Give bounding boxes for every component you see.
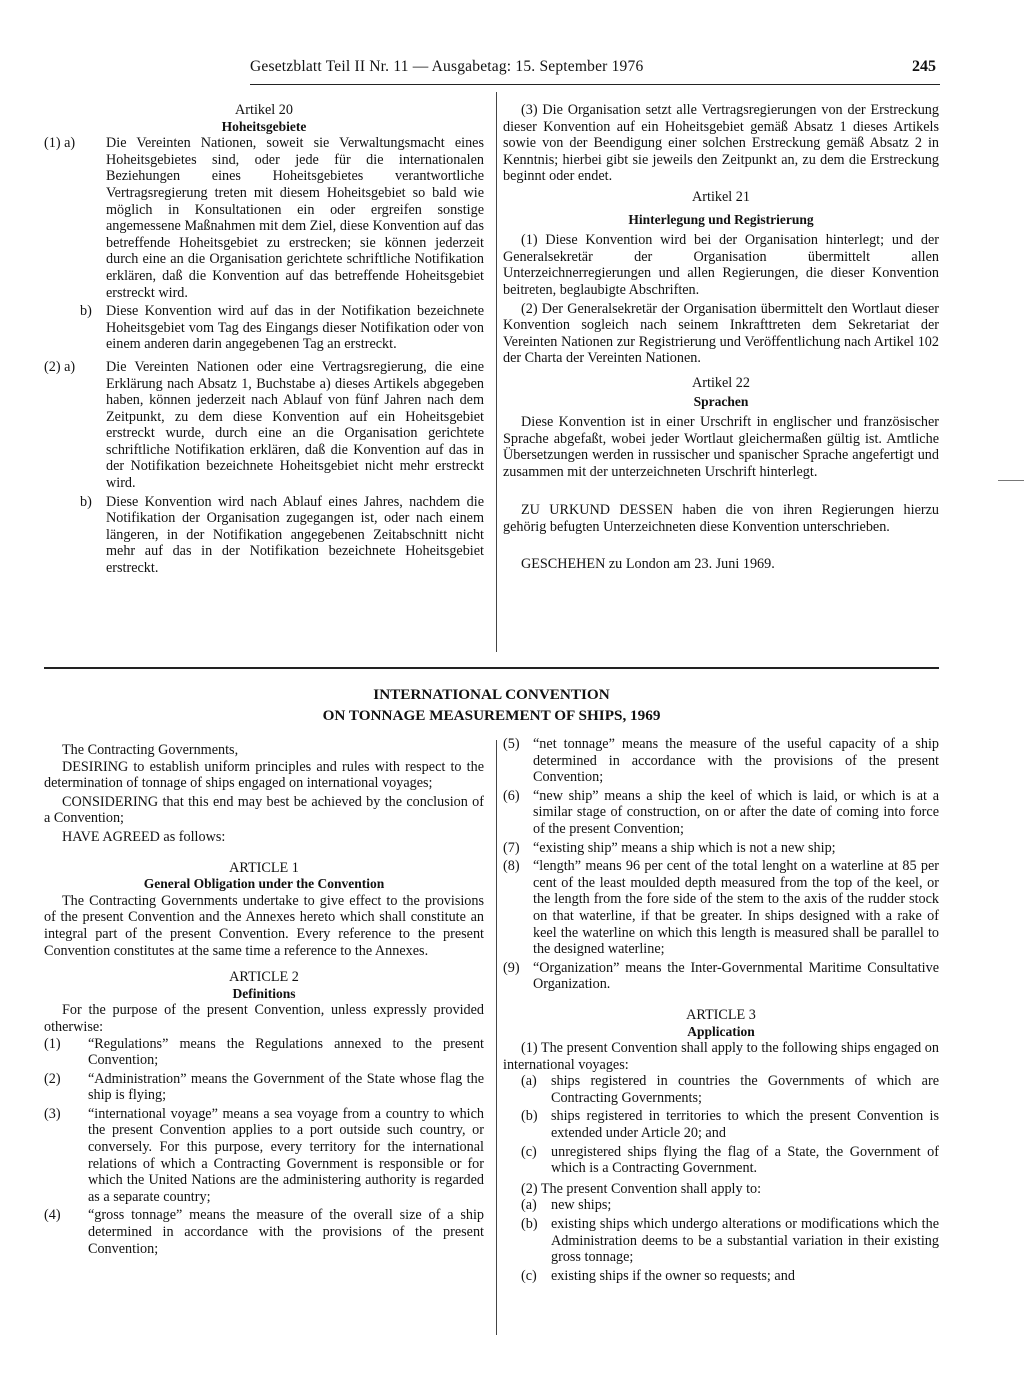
paragraph: The Contracting Governments undertake to give effect to the provisions of the present Convention and the Annexes hereto which shall constitute an integral part of the present Convention. Every reference to the present Convention constitutes at the same time a reference to the Annexes. xyxy=(44,892,484,959)
item-number: (1) xyxy=(44,1035,61,1052)
item-text: “new ship” means a ship the keel of which is laid, or which is at a similar stage of construction, on or after the date of coming into force of the present Convention; xyxy=(533,787,939,837)
running-header xyxy=(250,58,940,82)
item-text: new ships; xyxy=(551,1197,612,1214)
list-item xyxy=(44,494,484,577)
title-line: ON TONNAGE MEASUREMENT OF SHIPS, 1969 xyxy=(322,707,661,724)
item-text: “Organization” means the Inter-Governmental Maritime Consultative Organization. xyxy=(533,959,939,993)
header-rule xyxy=(250,84,940,85)
list-item xyxy=(503,960,939,993)
article-title: Hinterlegung und Registrierung xyxy=(628,211,814,227)
article-heading: ARTICLE 3 xyxy=(686,1006,756,1023)
article-title: Sprachen xyxy=(693,393,749,409)
section-divider xyxy=(44,667,939,669)
item-text: existing ships which undergo alterations or modifications which the Administration deems to be a substantial variation in their existing gross tonnage; xyxy=(551,1216,939,1266)
article-heading: ARTICLE 2 xyxy=(229,969,299,986)
list-item xyxy=(503,858,939,958)
paragraph: ZU URKUND DESSEN haben die von ihren Regierungen hierzu gehörig befugten Unterzeichneten diese Konvention unterschrieben. xyxy=(503,502,939,536)
title-line: INTERNATIONAL CONVENTION xyxy=(373,686,610,703)
list-item xyxy=(503,840,939,857)
list-item xyxy=(503,1216,939,1266)
item-number: (6) xyxy=(503,787,520,804)
item-text: unregistered ships flying the flag of a State, the Government of which is a Contracting Government. xyxy=(551,1143,939,1177)
header-text: Gesetzblatt Teil II Nr. 11 — Ausgabetag: 15. September 1976 xyxy=(250,58,644,75)
column-divider xyxy=(496,740,497,1335)
item-text: “international voyage” means a sea voyage from a country to which the present Convention applies to a port outside such country, or conversely. For this purpose, every territory for the international relations of which a Contracting Government is responsible or for which the United Nations are the administering authority is regarded as a separate country; xyxy=(88,1105,484,1205)
convention-title xyxy=(44,684,939,726)
paragraph: (3) Die Organisation setzt alle Vertragsregierungen von der Erstreckung dieser Konvention auf ein Hoheitsgebiet gemäß Absatz 1 dieses Artikels sowie von der Beendigung einer solchen Erstreckung gemäß Absatz 2 in Kenntnis; hierbei gibt sie jeweils den Zeitpunkt an, zu dem die Erstreckung beginnt oder endet. xyxy=(503,102,939,185)
article-heading: ARTICLE 1 xyxy=(229,859,299,876)
scan-mark xyxy=(998,480,1024,481)
list-item xyxy=(503,1268,939,1285)
item-text: Diese Konvention wird nach Ablauf eines Jahres, nachdem die Notifikation der Organisation zugegangen ist, oder nach einem längeren, in der Notifikation angegebenen Zeitabschnitt nicht mehr auf das in der Notifikation bezeichnete Hoheitsgebiet erstreckt. xyxy=(106,493,484,577)
list-item xyxy=(503,736,939,786)
column-divider xyxy=(496,92,497,652)
list-item xyxy=(44,1071,484,1104)
item-number: (5) xyxy=(503,736,520,752)
article-title: Application xyxy=(687,1023,755,1039)
item-number: (2) xyxy=(44,1070,61,1087)
item-text: “length” means 96 per cent of the total lenght on a waterline at 85 per cent of the least moulded depth measured from the top of the keel, or the length from the fore side of the stem to the axis of the rudder stock on that waterline, if that be greater. In ships designed with a rake of keel the waterline on which this length is measured shall be parallel to the designed waterline; xyxy=(533,858,939,958)
paragraph: CONSIDERING that this end may best be achieved by the conclusion of a Convention; xyxy=(44,793,484,827)
paragraph: (2) Der Generalsekretär der Organisation übermittelt den Wortlaut dieser Konvention sogleich nach seinem Inkrafttreten dem Sekretariat der Vereinten Nationen zur Registrierung und Veröffentlichung nach Artikel 102 der Charta der Vereinten Nationen. xyxy=(503,300,939,367)
item-number: (b) xyxy=(521,1216,538,1233)
paragraph: HAVE AGREED as follows: xyxy=(62,828,226,845)
paragraph: (2) The present Convention shall apply to: xyxy=(521,1180,762,1197)
item-number: (7) xyxy=(503,839,520,856)
item-text: Die Vereinten Nationen oder eine Vertragsregierung, die eine Erklärung nach Absatz 1, Buchstabe a) dieses Artikels abgegeben haben, können jederzeit nach Ablauf von fünf Jahren nach dem Zeitpunkt, zu dem diese Konvention auf ein Hoheitsgebiet erstreckt wurde, durch eine an die Organisation gerichtete schriftliche Notifikation erklären, daß die Konvention auf das in der Notifikation bezeichnete Hoheitsgebiet nicht mehr erstreckt wird. xyxy=(106,358,484,492)
list-item xyxy=(44,135,484,301)
paragraph: For the purpose of the present Convention, unless expressly provided otherwise: xyxy=(44,1002,484,1035)
list-item xyxy=(503,1197,939,1214)
paragraph: (1) Diese Konvention wird bei der Organisation hinterlegt; und der Generalsekretär der Organisation übermittelt allen Unterzeichnerregierungen und allen Regierungen, die dieser Konvention beitreten, beglaubigte Abschriften. xyxy=(503,232,939,298)
item-text: Diese Konvention wird auf das in der Notifikation bezeichnete Hoheitsgebiet vom Tag des Eingangs dieser Notifikation oder von einem anderen darin angegebenen Tag an erstreckt. xyxy=(106,303,484,353)
article-heading: Artikel 22 xyxy=(692,374,750,391)
english-right-column xyxy=(503,736,939,1286)
item-number: (b) xyxy=(521,1108,538,1125)
item-number: b) xyxy=(80,493,92,510)
item-text: “Regulations” means the Regulations annexed to the present Convention; xyxy=(88,1035,484,1069)
list-item xyxy=(503,1073,939,1106)
item-text: existing ships if the owner so requests; and xyxy=(551,1267,795,1284)
list-item xyxy=(503,788,939,838)
list-item xyxy=(44,303,484,353)
item-text: “gross tonnage” means the measure of the overall size of a ship determined in accordance with the provisions of the present Convention; xyxy=(88,1207,484,1257)
item-number: (c) xyxy=(521,1143,537,1160)
article-title: Hoheitsgebiete xyxy=(221,118,307,134)
item-number: (3) xyxy=(44,1105,61,1122)
paragraph: GESCHEHEN zu London am 23. Juni 1969. xyxy=(521,555,775,572)
list-item xyxy=(44,1106,484,1206)
item-number: (8) xyxy=(503,858,520,875)
article-heading: Artikel 21 xyxy=(692,188,750,205)
paragraph: (1) The present Convention shall apply to the following ships engaged on international voyages: xyxy=(503,1040,939,1073)
item-number: (4) xyxy=(44,1207,61,1224)
page-number: 245 xyxy=(912,58,936,75)
list-item xyxy=(44,1207,484,1257)
list-item xyxy=(44,1036,484,1069)
german-right-column xyxy=(503,102,939,572)
item-text: “net tonnage” means the measure of the useful capacity of a ship determined in accordance with the provisions of the present Convention; xyxy=(533,736,939,786)
item-text: ships registered in territories to which the present Convention is extended under Article 20; and xyxy=(551,1108,939,1142)
english-left-column xyxy=(44,742,484,1259)
article-title: Definitions xyxy=(232,985,296,1001)
list-item xyxy=(44,359,484,492)
paragraph: DESIRING to establish uniform principles and rules with respect to the determination of tonnage of ships engaged on international voyages; xyxy=(44,758,484,792)
item-text: ships registered in countries the Governments of which are Contracting Governments; xyxy=(551,1073,939,1106)
item-text: “existing ship” means a ship which is not a new ship; xyxy=(533,839,836,856)
item-number: (2) a) xyxy=(44,358,76,375)
item-number: (a) xyxy=(521,1197,537,1214)
item-number: (1) a) xyxy=(44,135,76,152)
item-number: (9) xyxy=(503,959,520,976)
item-text: Die Vereinten Nationen, soweit sie Verwaltungsmacht eines Hoheitsgebietes sind, oder jede für die internationalen Beziehungen eines Hoheitsgebietes verantwortliche Vertragsregierung treten mit diesem Hoheitsgebiet so bald wie möglich in Konsultationen ein oder ergreifen sonstige angemessene Maßnahmen mit dem Ziel, diese Konvention auf das betreffende Hoheitsgebiet zu erstrecken; sie können jederzeit durch eine an die Organisation gerichtete schriftliche Notifikation erklären, daß die Konvention auf das betreffende Hoheitsgebiet erstreckt wird. xyxy=(106,135,484,301)
item-number: (c) xyxy=(521,1267,537,1284)
paragraph: The Contracting Governments, xyxy=(62,742,239,758)
item-number: b) xyxy=(80,303,92,320)
article-heading: Artikel 20 xyxy=(235,102,293,118)
article-title: General Obligation under the Convention xyxy=(143,876,385,892)
item-text: “Administration” means the Government of the State whose flag the ship is flying; xyxy=(88,1070,484,1104)
list-item xyxy=(503,1108,939,1141)
paragraph: Diese Konvention ist in einer Urschrift in englischer und französischer Sprache abgefaßt, wobei jeder Wortlaut gleichermaßen gültig ist. Amtliche Übersetzungen werden in russischer und spanischer Sprache angefertigt und zusammen mit der unterzeichneten Urschrift hinterlegt. xyxy=(503,414,939,480)
german-left-column xyxy=(44,102,484,579)
list-item xyxy=(503,1144,939,1177)
item-number: (a) xyxy=(521,1073,537,1090)
